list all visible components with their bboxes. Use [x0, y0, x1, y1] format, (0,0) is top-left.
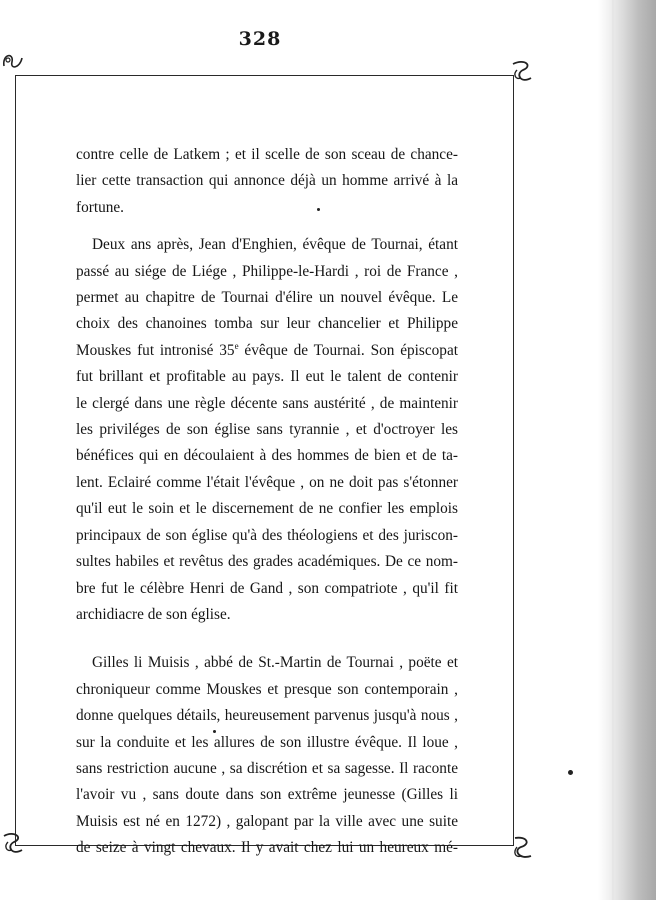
text-line: lent. Eclairé comme l'était l'évêque , on ne doit pas s'étonner	[76, 473, 458, 491]
corner-ornament-top-left-icon	[0, 44, 30, 74]
corner-ornament-bottom-left-icon	[0, 828, 30, 858]
text-line: fut brillant et profitable au pays. Il eut le talent de contenir	[76, 368, 458, 386]
text-line: de seize à vingt chevaux. Il y avait chez lui un heureux mé-	[76, 839, 458, 857]
print-speck	[317, 208, 320, 211]
text-line: permet au chapitre de Tournai d'élire un nouvel évêque. Le	[76, 289, 458, 307]
text-line: bre fut le célèbre Henri de Gand , son compatriote , qu'il fit	[76, 579, 458, 597]
text-line: donne quelques détails, heureusement parvenus jusqu'à nous ,	[76, 707, 458, 725]
text-fragment: évêque de Tournai. Son épiscopat	[244, 341, 458, 359]
ordinal-superscript: e	[234, 340, 239, 351]
text-fragment: Mouskes fut intronisé 35	[76, 341, 235, 359]
text-line: contre celle de Latkem ; et il scelle de son sceau de chance-	[76, 146, 458, 163]
text-line: le clergé dans une règle décente sans austérité , de maintenir	[76, 394, 458, 412]
text-line: qu'il eut le soin et le discernement de ne confier les emplois	[76, 500, 458, 518]
text-line: principaux de son église qu'à des théologiens et des juriscon-	[76, 526, 458, 544]
text-line: lier cette transaction qui annonce déjà un homme arrivé à la	[76, 172, 458, 190]
print-speck	[213, 730, 216, 733]
body-text	[76, 142, 458, 862]
text-line: sur la conduite et les allures de son illustre évêque. Il loue ,	[76, 733, 458, 751]
text-line: Gilles li Muisis , abbé de St.-Martin de Tournai , poëte et	[92, 654, 458, 672]
text-line: les priviléges de son église sans tyrannie , et d'octroyer les	[76, 421, 458, 439]
corner-ornament-top-right-icon	[507, 56, 537, 86]
text-line: Muisis est né en 1272) , galopant par la ville avec une suite	[76, 812, 458, 830]
text-line: fortune.	[76, 198, 124, 216]
page-number: 328	[238, 28, 282, 50]
text-line: Deux ans après, Jean d'Enghien, évêque de Tournai, étant	[92, 236, 458, 254]
text-line: l'avoir vu , sans doute dans son extrême jeunesse (Gilles li	[76, 786, 458, 804]
text-line: chroniqueur comme Mouskes et presque son contemporain ,	[76, 680, 458, 698]
text-line: sans restriction aucune , sa discrétion et sa sagesse. Il raconte	[76, 759, 458, 777]
text-line: sultes habiles et revêtus des grades académiques. De ce nom-	[76, 553, 458, 571]
text-line: choix des chanoines tomba sur leur chancelier et Philippe	[76, 315, 458, 333]
text-line: bénéfices qui en découlaient à des hommes de bien et de ta-	[76, 447, 458, 465]
corner-ornament-bottom-right-icon	[507, 832, 537, 862]
page-edge-shadow	[598, 0, 656, 900]
text-line	[76, 338, 458, 364]
text-line: archidiacre de son église.	[76, 605, 231, 623]
text-line: passé au siége de Liége , Philippe-le-Hardi , roi de France ,	[76, 262, 458, 280]
print-speck	[568, 770, 573, 775]
